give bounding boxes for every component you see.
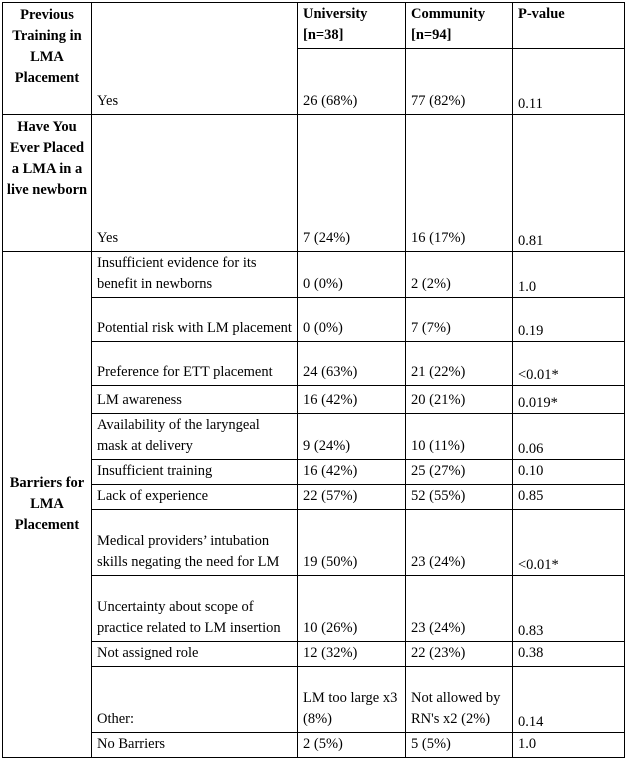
- barrier-pvalue: <0.01*: [513, 510, 625, 576]
- placed-row: [3, 115, 625, 252]
- barrier-label: LM awareness: [92, 386, 298, 414]
- barrier-university: 2 (5%): [298, 733, 406, 758]
- placed-pvalue: 0.81: [513, 115, 625, 252]
- barrier-label: Insufficient evidence for its benefit in newborns: [92, 252, 298, 298]
- header-row: [3, 3, 625, 49]
- barrier-community: Not allowed by RN's x2 (2%): [406, 667, 513, 733]
- barrier-community: 20 (21%): [406, 386, 513, 414]
- barrier-university: 9 (24%): [298, 414, 406, 460]
- barrier-pvalue: 0.14: [513, 667, 625, 733]
- training-category-cell: Previous Training in LMA Placement: [3, 3, 92, 115]
- barrier-pvalue: 0.19: [513, 298, 625, 342]
- barrier-university: 0 (0%): [298, 252, 406, 298]
- training-university: 26 (68%): [298, 49, 406, 115]
- barrier-row: [3, 576, 625, 642]
- barrier-community: 23 (24%): [406, 576, 513, 642]
- barrier-pvalue: 0.019*: [513, 386, 625, 414]
- barrier-label: Potential risk with LM placement: [92, 298, 298, 342]
- placed-label-cell: Yes: [92, 115, 298, 252]
- barrier-community: 5 (5%): [406, 733, 513, 758]
- barrier-pvalue: 1.0: [513, 252, 625, 298]
- barrier-label: Lack of experience: [92, 485, 298, 510]
- barrier-pvalue: 0.10: [513, 460, 625, 485]
- barrier-row: [3, 386, 625, 414]
- barrier-label: Other:: [92, 667, 298, 733]
- barrier-university: 16 (42%): [298, 460, 406, 485]
- training-pvalue: 0.11: [513, 49, 625, 115]
- barrier-label: Uncertainty about scope of practice related to LM insertion: [92, 576, 298, 642]
- barrier-label: Insufficient training: [92, 460, 298, 485]
- barrier-university: 12 (32%): [298, 642, 406, 667]
- university-header: University [n=38]: [298, 3, 406, 49]
- placed-category-cell: Have You Ever Placed a LMA in a live newborn: [3, 115, 92, 252]
- barrier-university: 0 (0%): [298, 298, 406, 342]
- barrier-row: [3, 510, 625, 576]
- barrier-row: [3, 733, 625, 758]
- barrier-label: Availability of the laryngeal mask at delivery: [92, 414, 298, 460]
- barrier-pvalue: 0.85: [513, 485, 625, 510]
- barrier-row: [3, 252, 625, 298]
- barrier-pvalue: 0.83: [513, 576, 625, 642]
- barrier-pvalue: 1.0: [513, 733, 625, 758]
- community-header: Community [n=94]: [406, 3, 513, 49]
- barrier-community: 52 (55%): [406, 485, 513, 510]
- barrier-row: [3, 460, 625, 485]
- barrier-university: LM too large x3 (8%): [298, 667, 406, 733]
- barrier-pvalue: 0.38: [513, 642, 625, 667]
- training-label-cell: Yes: [92, 3, 298, 115]
- placed-community: 16 (17%): [406, 115, 513, 252]
- pvalue-header: P-value: [513, 3, 625, 49]
- barrier-pvalue: 0.06: [513, 414, 625, 460]
- barrier-university: 19 (50%): [298, 510, 406, 576]
- barrier-pvalue: <0.01*: [513, 342, 625, 386]
- barrier-row: [3, 485, 625, 510]
- training-community: 77 (82%): [406, 49, 513, 115]
- barrier-row: [3, 414, 625, 460]
- barrier-community: 7 (7%): [406, 298, 513, 342]
- barrier-community: 25 (27%): [406, 460, 513, 485]
- results-table: [2, 2, 625, 758]
- barrier-label: Preference for ETT placement: [92, 342, 298, 386]
- barrier-community: 22 (23%): [406, 642, 513, 667]
- barrier-label: Medical providers’ intubation skills negating the need for LM: [92, 510, 298, 576]
- barriers-category-cell: Barriers for LMA Placement: [3, 252, 92, 758]
- barrier-label: No Barriers: [92, 733, 298, 758]
- barrier-community: 23 (24%): [406, 510, 513, 576]
- barrier-row: [3, 667, 625, 733]
- barrier-row: [3, 298, 625, 342]
- barrier-label: Not assigned role: [92, 642, 298, 667]
- barrier-community: 2 (2%): [406, 252, 513, 298]
- barrier-community: 10 (11%): [406, 414, 513, 460]
- barrier-row: [3, 642, 625, 667]
- barrier-university: 24 (63%): [298, 342, 406, 386]
- barrier-university: 22 (57%): [298, 485, 406, 510]
- barrier-university: 10 (26%): [298, 576, 406, 642]
- placed-university: 7 (24%): [298, 115, 406, 252]
- barrier-university: 16 (42%): [298, 386, 406, 414]
- barrier-row: [3, 342, 625, 386]
- barrier-community: 21 (22%): [406, 342, 513, 386]
